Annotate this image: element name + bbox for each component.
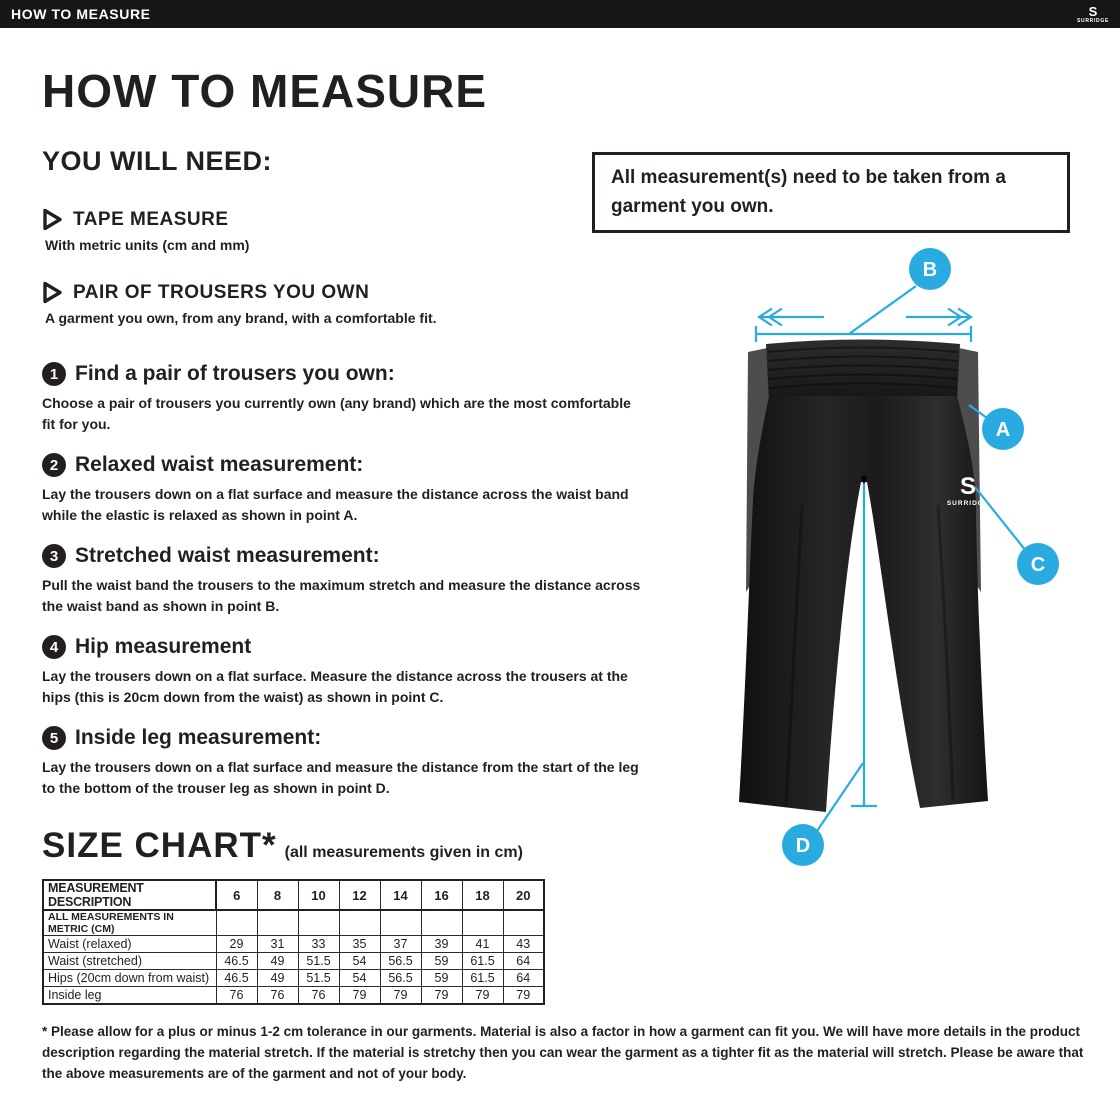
row-label: Hips (20cm down from waist) — [43, 970, 216, 987]
cell: 46.5 — [216, 970, 257, 987]
table-row — [43, 936, 544, 953]
cell: 39 — [421, 936, 462, 953]
callout-b-label: B — [922, 259, 938, 281]
cell: 56.5 — [380, 953, 421, 970]
need-item-subtitle: A garment you own, from any brand, with a comfortable fit. — [45, 310, 437, 326]
arrow-bullet-icon — [42, 281, 63, 304]
row-label: Inside leg — [43, 987, 216, 1004]
cell: 29 — [216, 936, 257, 953]
cell: 79 — [462, 987, 503, 1004]
surridge-s-glyph: S — [1088, 4, 1098, 19]
header-size: 14 — [380, 880, 421, 910]
cell: 79 — [421, 987, 462, 1004]
header-size: 16 — [421, 880, 462, 910]
header-size: 12 — [339, 880, 380, 910]
step-1 — [42, 362, 657, 435]
cell: 51.5 — [298, 953, 339, 970]
cell: 54 — [339, 953, 380, 970]
callout-a-label: A — [995, 419, 1011, 441]
cell: 61.5 — [462, 953, 503, 970]
size-chart-table — [42, 879, 545, 1005]
step-number-badge: 5 — [42, 726, 66, 750]
cell: 41 — [462, 936, 503, 953]
cell: 33 — [298, 936, 339, 953]
callout-c-label: C — [1030, 554, 1046, 576]
size-chart-heading — [42, 826, 523, 866]
step-body: Pull the waist band the trousers to the maximum stretch and measure the distance across the waist band as shown in point B. — [42, 577, 641, 614]
cell: 59 — [421, 970, 462, 987]
table-header-row — [43, 880, 544, 910]
step-title: Hip measurement — [75, 635, 252, 658]
step-5 — [42, 726, 657, 799]
svg-text:SURRIDGE: SURRIDGE — [946, 500, 990, 507]
cell: 51.5 — [298, 970, 339, 987]
cell: 76 — [216, 987, 257, 1004]
row-label: Waist (stretched) — [43, 953, 216, 970]
surridge-wordmark: SURRIDGE — [1077, 18, 1109, 24]
step-number-badge: 2 — [42, 453, 66, 477]
cell: 79 — [380, 987, 421, 1004]
step-number-badge: 3 — [42, 544, 66, 568]
cell: 64 — [503, 970, 544, 987]
step-body: Lay the trousers down on a flat surface. Measure the distance across the trousers at the hips (this is 20cm down from the waist) as shown in point C. — [42, 668, 628, 705]
trousers-figure — [720, 235, 1120, 900]
need-item-trousers — [42, 281, 437, 326]
page-title: HOW TO MEASURE — [42, 65, 488, 117]
cell: 49 — [257, 953, 298, 970]
header-size: 8 — [257, 880, 298, 910]
header-size: 10 — [298, 880, 339, 910]
top-bar-title: HOW TO MEASURE — [11, 6, 151, 22]
svg-text:S: S — [959, 473, 977, 500]
you-will-need-heading: YOU WILL NEED: — [42, 146, 273, 176]
step-title: Relaxed waist measurement: — [75, 453, 364, 476]
measurement-note-box — [592, 152, 1070, 233]
cell: 61.5 — [462, 970, 503, 987]
cell: 54 — [339, 970, 380, 987]
cell: 46.5 — [216, 953, 257, 970]
need-item-tape-measure — [42, 208, 249, 253]
cell: 49 — [257, 970, 298, 987]
row-label: Waist (relaxed) — [43, 936, 216, 953]
table-row — [43, 970, 544, 987]
step-title: Stretched waist measurement: — [75, 544, 380, 567]
size-chart-title: SIZE CHART* — [42, 826, 277, 865]
header-size: 18 — [462, 880, 503, 910]
connector-c — [975, 487, 1026, 551]
step-body: Lay the trousers down on a flat surface and measure the distance from the start of the leg to the bottom of the trouser leg as shown in point D. — [42, 759, 639, 796]
size-chart-subtitle: (all measurements given in cm) — [284, 844, 523, 861]
header-size: 6 — [216, 880, 257, 910]
cell: 76 — [257, 987, 298, 1004]
arrow-bullet-icon — [42, 208, 63, 231]
need-item-title: TAPE MEASURE — [73, 208, 229, 230]
metric-note: ALL MEASUREMENTS IN METRIC (CM) — [43, 910, 216, 936]
measurement-note-text: All measurement(s) need to be taken from a garment you own. — [611, 167, 1006, 217]
table-note-row — [43, 910, 544, 936]
callout-d-label: D — [795, 835, 811, 857]
step-body: Lay the trousers down on a flat surface and measure the distance across the waist band while the elastic is relaxed as shown in point A. — [42, 486, 629, 523]
need-item-subtitle: With metric units (cm and mm) — [45, 237, 250, 253]
need-item-title: PAIR OF TROUSERS YOU OWN — [73, 281, 370, 303]
step-body: Choose a pair of trousers you currently own (any brand) which are the most comfortable fit for you. — [42, 395, 631, 432]
cell: 79 — [339, 987, 380, 1004]
cell: 59 — [421, 953, 462, 970]
cell: 43 — [503, 936, 544, 953]
step-number-badge: 1 — [42, 362, 66, 386]
cell: 31 — [257, 936, 298, 953]
cell: 79 — [503, 987, 544, 1004]
table-row — [43, 987, 544, 1004]
cell: 64 — [503, 953, 544, 970]
connector-b — [849, 286, 916, 334]
step-3 — [42, 544, 657, 617]
cell: 76 — [298, 987, 339, 1004]
header-measurement-description: MEASUREMENT DESCRIPTION — [43, 880, 216, 910]
tolerance-footnote: * Please allow for a plus or minus 1-2 cm tolerance in our garments. Material is also a factor in how a garment can fit you. We will have more details in the product description regarding the material stretch. If the material is stretchy then you can wear the garment as a tighter fit as the material will stretch. Please be aware that the above measurements are of the garment and not of your body. — [42, 1024, 1084, 1081]
table-row — [43, 953, 544, 970]
top-bar — [0, 0, 1120, 28]
step-4 — [42, 635, 657, 708]
step-number-badge: 4 — [42, 635, 66, 659]
surridge-logo-icon — [1077, 5, 1109, 24]
step-2 — [42, 453, 657, 526]
cell: 37 — [380, 936, 421, 953]
step-title: Inside leg measurement: — [75, 726, 322, 749]
step-title: Find a pair of trousers you own: — [75, 362, 395, 385]
waistband — [766, 340, 960, 402]
header-size: 20 — [503, 880, 544, 910]
cell: 35 — [339, 936, 380, 953]
cell: 56.5 — [380, 970, 421, 987]
